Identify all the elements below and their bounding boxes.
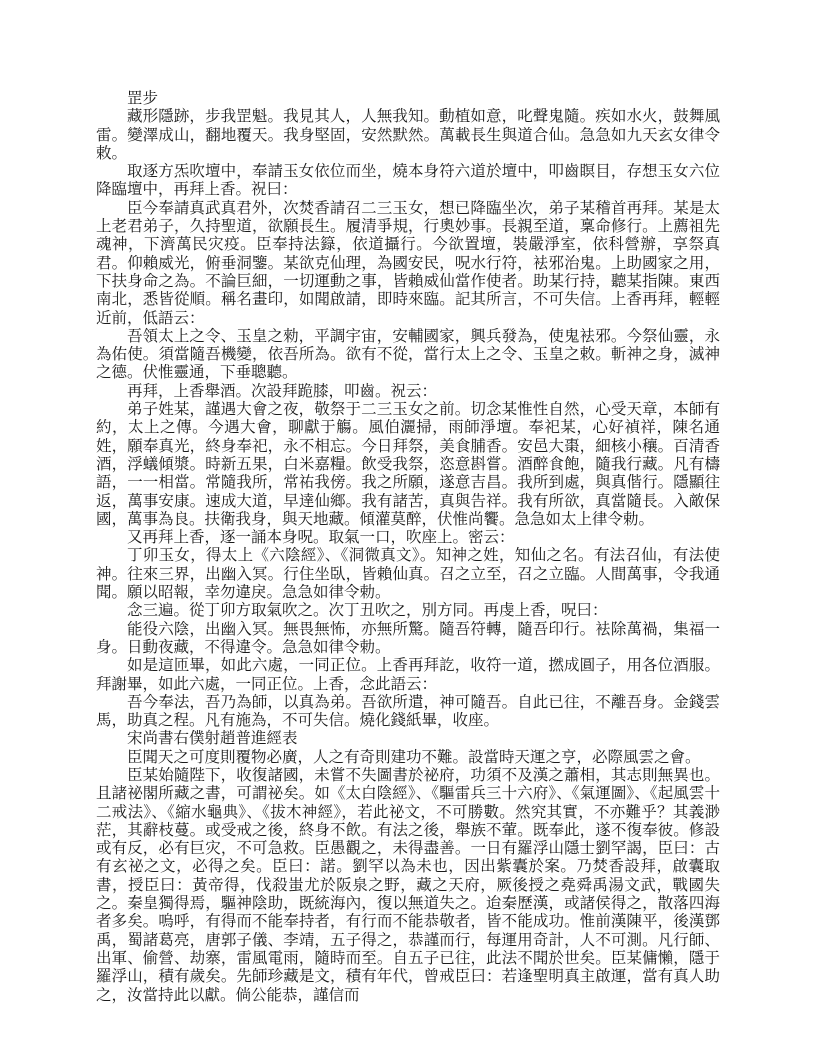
paragraph: 吾今奉法，吾乃為師，以真為弟。吾欲所遣，神可隨吾。自此已往，不離吾身。金錢雲馬，助真之程。凡有施為，不可失信。燒化錢紙畢，收座。	[96, 693, 720, 730]
paragraph: 念三遍。從丁卯方取氣吹之。次丁丑吹之，別方同。再虔上香，呪曰：	[127, 602, 608, 620]
paragraph: 臣聞天之可度則覆物必廣，人之有奇則建功不難。設當時天運之亨，必際風雲之會。	[127, 748, 701, 766]
paragraph: 取逐方炁吹壇中，奉請玉女依位而坐，燒本身符六道於壇中，叩齒瞑目，存想玉女六位降臨壇中，再拜上香。祝曰：	[96, 163, 720, 199]
paragraph: 丁卯玉女，得太上《六陰經》、《洞微真文》。知神之姓，知仙之名。有法召仙，有法使神。往來三界，出幽入冥。行住坐臥，皆賴仙真。召之立至，召之立臨。人間萬事，令我通聞。願以昭報，幸勿違戾。急急如律令勅。	[96, 547, 720, 602]
paragraph: 吾領太上之令、玉皇之勑，平調宇宙，安輔國家，興兵發為，使鬼袪邪。今祭仙靈，永為佑使。須當隨吾機變，依吾所為。欲有不從，當行太上之令、玉皇之敕。斬神之身，滅神之德。伏惟靈通，下垂聰聽。	[96, 327, 720, 382]
section-heading: 宋尚書右僕射趙普進經表	[127, 730, 298, 748]
paragraph: 藏形隱跡，步我罡魁。我見其人，人無我知。動植如意，叱聲鬼隨。疾如水火，鼓舞風雷。變澤成山，翻地覆天。我身堅固，安然默然。萬載長生與道合仙。急急如九天玄女律令敕。	[96, 108, 720, 162]
paragraph: 又再拜上香，逐一誦本身呪。取氣一口，吹座上。密云：	[127, 529, 515, 547]
section-heading: 罡步	[127, 90, 159, 107]
text-block	[96, 90, 720, 1005]
paragraph: 再拜，上香舉酒。次設拜跪膝，叩齒。祝云：	[127, 382, 438, 400]
paragraph: 如是這匝畢，如此六處，一同正位。上香再拜訖，收符一道，撚成圓子，用各位酒服。拜謝畢，如此六處，一同正位。上香，念此語云：	[96, 657, 720, 693]
paragraph: 臣某始隨陛下，收復諸國，未嘗不失圖書於祕府，功須不及漢之蕭相，其志則無異也。且諸祕閣所藏之書，可謂祕矣。如《太白陰經》、《驅雷兵三十六府》、《氣運圖》、《起風雲十二戒法》、《縮水龜典》、《拔木神經》，若此祕文，不可勝數。然究其實，不亦難乎？其義渺茫，其辭枝蔓。或受戒之後，終身不飲。有法之後，舉族不葷。既奉此，遂不復奉彼。修設或有反，必有巨灾，不可急救。臣愚觀之，未得盡善。一日有羅浮山隱士劉罕謁，臣曰：古有玄祕之文，必得之矣。臣曰：諾。劉罕以為未也，因出紫囊於案。乃焚香設拜，啟囊取書，授臣曰：黃帝得，伐殺蚩尤於阪泉之野，藏之天府，厥後授之堯舜禹湯文武，戰國失之。秦皇獨得焉，驅神陰助，既統海內，復以無道失之。迨秦歷漢，或諸侯得之，散落四海者多矣。嗚呼，有得而不能奉持者，有行而不能恭敬者，皆不能成功。惟前漢陳平，後漢鄧禹，蜀諸葛亮，唐郭子儀、李靖，五子得之，恭謹而行，每運用奇計，人不可測。凡行師、出軍、偷營、劫寨，雷風電雨，隨時而至。自五子已往，此法不聞於世矣。臣某傭懶，隱于羅浮山，積有歲矣。先師珍藏是文，積有年代，曾戒臣曰：若逢聖明真主啟運，當有真人助之，汝當持此以獻。倘公能恭，謹信而	[96, 766, 720, 1004]
paragraph: 臣今奉請真武真君外，次焚香請召二三玉女，想已降臨坐次，弟子某稽首再拜。某是太上老君弟子，久持聖道，欲願長生。履清爭規，行奧妙事。長親至道，稟命修行。上薦祖先魂神，下濟萬民灾疫。臣奉持法籙，依道攝行。今欲置壇，裝嚴淨室，依科營辦，享祭真君。仰賴威光，俯垂洞鑒。某欲克仙理，為國安民，呪水行符，袪邪治鬼。上助國家之用，下扶身命之為。不論巨細，一切運動之事，皆賴威仙當作使者。助某行持，聽某指陳。東西南北，悉皆從順。稱名畫印，如聞啟請，即時來臨。記其所言，不可失信。上香再拜，輕輕近前，低語云：	[96, 199, 720, 327]
paragraph: 能役六陰，出幽入冥。無畏無怖，亦無所驚。隨吾符轉，隨吾印行。袪除萬禍，集福一身。日動夜藏，不得違令。急急如律令勅。	[96, 620, 720, 656]
paragraph: 弟子姓某，謹遇大會之夜，敬祭于二三玉女之前。切念某惟性自然，心受天章，本師有約，太上之傳。今遇大會，聊獻于觴。風伯灑掃，雨師淨壇。奉祀某，心好禎祥，陳名通姓，願奉真光，終身奉祀，永不相忘。今日拜祭，美食脯香。安邑大棗，細核小穰。百清香酒，浮蟻傾漿。時新五果，白米嘉糧。飲受我祭，恣意斟嘗。酒醉食飽，隨我行藏。凡有檮語，一一相當。常隨我所，常祐我傍。我之所願，遂意吉昌。我所到處，與真偕行。隱顯往返，萬事安康。速成大道，早達仙鄉。我有諸苦，真與告祥。我有所欲，真當隨長。入敵保國，萬事為良。扶衛我身，與天地藏。傾灌莫醉，伏惟尚饗。急急如太上律令勅。	[96, 401, 720, 528]
